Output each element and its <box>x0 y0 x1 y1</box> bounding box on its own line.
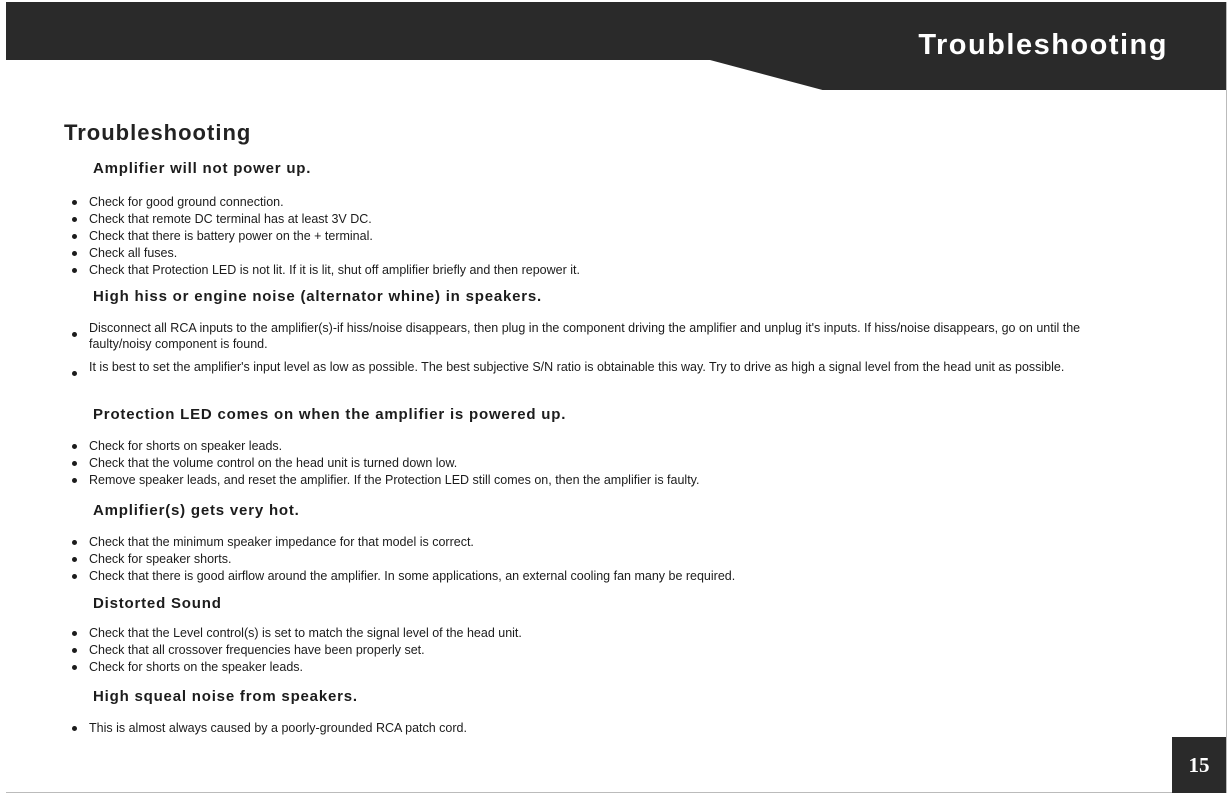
list-item-text: Check that the volume control on the head unit is turned down low. <box>89 456 458 470</box>
list-item <box>70 262 580 279</box>
list-item <box>70 359 1129 375</box>
section-heading-high-squeal: High squeal noise from speakers. <box>93 688 358 705</box>
section-heading-distorted-sound: Distorted Sound <box>93 595 222 612</box>
section-heading-hiss-noise: High hiss or engine noise (alternator whine) in speakers. <box>93 288 543 305</box>
list-item <box>70 720 467 737</box>
bullet-icon <box>72 648 77 653</box>
header-notch-shape <box>6 60 836 92</box>
bullet-icon <box>72 557 77 562</box>
section-heading-very-hot: Amplifier(s) gets very hot. <box>93 502 300 519</box>
list-hiss-noise <box>70 320 1129 382</box>
bullet-icon <box>72 234 77 239</box>
list-item-text: Check that remote DC terminal has at least 3V DC. <box>89 212 372 226</box>
page-title: Troubleshooting <box>64 120 252 145</box>
list-protection-led <box>70 438 699 489</box>
page-border-right <box>1226 2 1227 792</box>
list-item-text: Check all fuses. <box>89 246 178 260</box>
bullet-icon <box>72 332 77 337</box>
list-no-power <box>70 194 580 279</box>
list-item-text: It is best to set the amplifier's input level as low as possible. The best subjective S/N ratio is obtainable this way. Try to drive as high a signal level from the head unit as possible. <box>89 360 1065 374</box>
list-item <box>70 551 735 568</box>
list-item-text: Check that Protection LED is not lit. If it is lit, shut off amplifier briefly and then repower it. <box>89 263 580 277</box>
list-item-text: Check for speaker shorts. <box>89 552 232 566</box>
bullet-icon <box>72 631 77 636</box>
list-item-text: Check that there is battery power on the + terminal. <box>89 229 373 243</box>
list-item <box>70 642 522 659</box>
bullet-icon <box>72 478 77 483</box>
list-item-text: Check for shorts on speaker leads. <box>89 439 283 453</box>
list-item <box>70 568 735 585</box>
list-item <box>70 625 522 642</box>
list-item <box>70 194 580 211</box>
list-very-hot <box>70 534 735 585</box>
bullet-icon <box>72 217 77 222</box>
bullet-icon <box>72 268 77 273</box>
section-heading-no-power: Amplifier will not power up. <box>93 160 312 177</box>
section-heading-protection-led: Protection LED comes on when the amplifier is powered up. <box>93 406 567 423</box>
list-item-text: This is almost always caused by a poorly-grounded RCA patch cord. <box>89 721 467 735</box>
header-bar <box>6 2 1226 90</box>
list-item <box>70 228 580 245</box>
list-item-text: Check for good ground connection. <box>89 195 284 209</box>
list-item <box>70 455 699 472</box>
list-item-text: Check that the Level control(s) is set to match the signal level of the head unit. <box>89 626 522 640</box>
bullet-icon <box>72 726 77 731</box>
list-item <box>70 534 735 551</box>
bullet-icon <box>72 665 77 670</box>
list-item <box>70 472 699 489</box>
list-item-text: Disconnect all RCA inputs to the amplifier(s)-if hiss/noise disappears, then plug in the component driving the amplifier and unplug it's inputs. If hiss/noise disappears, go on until the faulty/noisy component is found. <box>89 321 1081 351</box>
list-item-text: Check that the minimum speaker impedance for that model is correct. <box>89 535 474 549</box>
bullet-icon <box>72 540 77 545</box>
list-item <box>70 211 580 228</box>
list-item-text: Check for shorts on the speaker leads. <box>89 660 304 674</box>
bullet-icon <box>72 444 77 449</box>
list-item <box>70 659 522 676</box>
list-item <box>70 245 580 262</box>
bullet-icon <box>72 371 77 376</box>
list-distorted-sound <box>70 625 522 676</box>
list-item-text: Check that all crossover frequencies have been properly set. <box>89 643 425 657</box>
list-item <box>70 320 1129 352</box>
bullet-icon <box>72 461 77 466</box>
list-item-text: Remove speaker leads, and reset the amplifier. If the Protection LED still comes on, then the amplifier is faulty. <box>89 473 700 487</box>
header-title: Troubleshooting <box>918 29 1168 61</box>
bullet-icon <box>72 574 77 579</box>
list-high-squeal <box>70 720 467 737</box>
page-border-bottom <box>6 792 1227 793</box>
list-item <box>70 438 699 455</box>
list-item-text: Check that there is good airflow around the amplifier. In some applications, an external cooling fan many be required. <box>89 569 736 583</box>
bullet-icon <box>72 200 77 205</box>
page-number: 15 <box>1172 737 1226 793</box>
bullet-icon <box>72 251 77 256</box>
